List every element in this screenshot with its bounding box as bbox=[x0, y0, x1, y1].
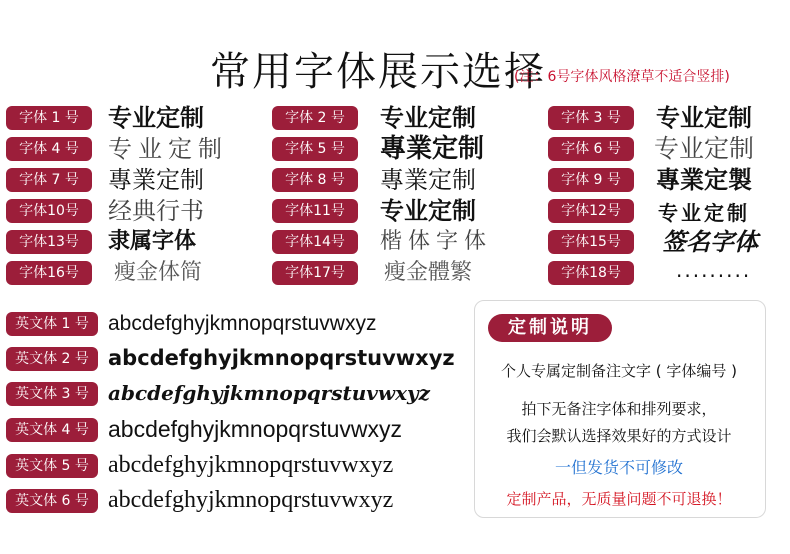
font-sample-17: 瘦金體繁 bbox=[384, 260, 473, 285]
font-label-17: 字体17号 bbox=[272, 261, 358, 285]
en-font-label-4: 英文体 4 号 bbox=[6, 418, 98, 442]
info-line-5: 定制产品，无质量问题不可退换！ bbox=[506, 490, 732, 508]
font-sample-11: 专业定制 bbox=[380, 197, 476, 225]
en-font-label-6: 英文体 6 号 bbox=[6, 489, 98, 513]
font-sample-10: 经典行书 bbox=[108, 197, 204, 225]
font-sample-8: 專業定制 bbox=[380, 166, 476, 194]
font-sample-13: 隶属字体 bbox=[108, 229, 197, 254]
font-sample-7: 專業定制 bbox=[108, 166, 204, 194]
font-label-3: 字体 3 号 bbox=[548, 106, 634, 130]
font-label-9: 字体 9 号 bbox=[548, 168, 634, 192]
font-sample-9: 專業定製 bbox=[656, 166, 752, 194]
font-sample-14: 楷体字体 bbox=[380, 229, 493, 254]
font-label-14: 字体14号 bbox=[272, 230, 358, 254]
font-label-18: 字体18号 bbox=[548, 261, 634, 285]
en-font-sample-1: abcdefghyjkmnopqrstuvwxyz bbox=[108, 312, 377, 335]
font-sample-18: ......... bbox=[676, 258, 752, 282]
font-sample-3: 专业定制 bbox=[656, 104, 752, 132]
title-note: (注：6号字体风格潦草不适合竖排) bbox=[514, 69, 730, 85]
info-line-2: 拍下无备注字体和排列要求， bbox=[521, 400, 717, 418]
info-line-4: 一但发货不可修改 bbox=[554, 458, 683, 477]
en-font-label-2: 英文体 2 号 bbox=[6, 347, 98, 371]
info-line-3: 我们会默认选择效果好的方式设计 bbox=[506, 427, 732, 445]
font-label-2: 字体 2 号 bbox=[272, 106, 358, 130]
font-sample-5: 專業定制 bbox=[380, 134, 485, 164]
font-label-5: 字体 5 号 bbox=[272, 137, 358, 161]
custom-info-heading: 定制说明 bbox=[488, 314, 612, 342]
en-font-sample-5: abcdefghyjkmnopqrstuvwxyz bbox=[108, 452, 394, 478]
font-label-15: 字体15号 bbox=[548, 230, 634, 254]
font-label-4: 字体 4 号 bbox=[6, 137, 92, 161]
font-sample-16: 瘦金体简 bbox=[114, 260, 203, 285]
en-font-sample-2: abcdefghyjkmnopqrstuvwxyz bbox=[108, 346, 455, 370]
font-label-10: 字体10号 bbox=[6, 199, 92, 223]
font-label-12: 字体12号 bbox=[548, 199, 634, 223]
font-label-6: 字体 6 号 bbox=[548, 137, 634, 161]
en-font-label-3: 英文体 3 号 bbox=[6, 382, 98, 406]
font-label-1: 字体 1 号 bbox=[6, 106, 92, 130]
font-label-8: 字体 8 号 bbox=[272, 168, 358, 192]
font-label-11: 字体11号 bbox=[272, 199, 358, 223]
en-font-sample-3: abcdefghyjkmnopqrstuvwxyz bbox=[108, 381, 431, 405]
font-label-16: 字体16号 bbox=[6, 261, 92, 285]
en-font-label-5: 英文体 5 号 bbox=[6, 454, 98, 478]
font-sample-4: 专业定制 bbox=[108, 135, 228, 163]
font-label-7: 字体 7 号 bbox=[6, 168, 92, 192]
en-font-sample-6: abcdefghyjkmnopqrstuvwxyz bbox=[108, 487, 394, 513]
page-title: 常用字体展示选择 bbox=[210, 49, 546, 95]
info-line-1: 个人专属定制备注文字 ( 字体编号 ) bbox=[500, 362, 737, 380]
font-sample-2: 专业定制 bbox=[380, 104, 476, 132]
font-label-13: 字体13号 bbox=[6, 230, 92, 254]
font-sample-12: 专业定制 bbox=[658, 201, 750, 225]
en-font-sample-4: abcdefghyjkmnopqrstuvwxyz bbox=[108, 416, 403, 442]
en-font-label-1: 英文体 1 号 bbox=[6, 312, 98, 336]
font-sample-1: 专业定制 bbox=[108, 104, 204, 132]
font-sample-15: 签名字体 bbox=[662, 227, 758, 256]
font-sample-6: 专业定制 bbox=[654, 134, 755, 163]
